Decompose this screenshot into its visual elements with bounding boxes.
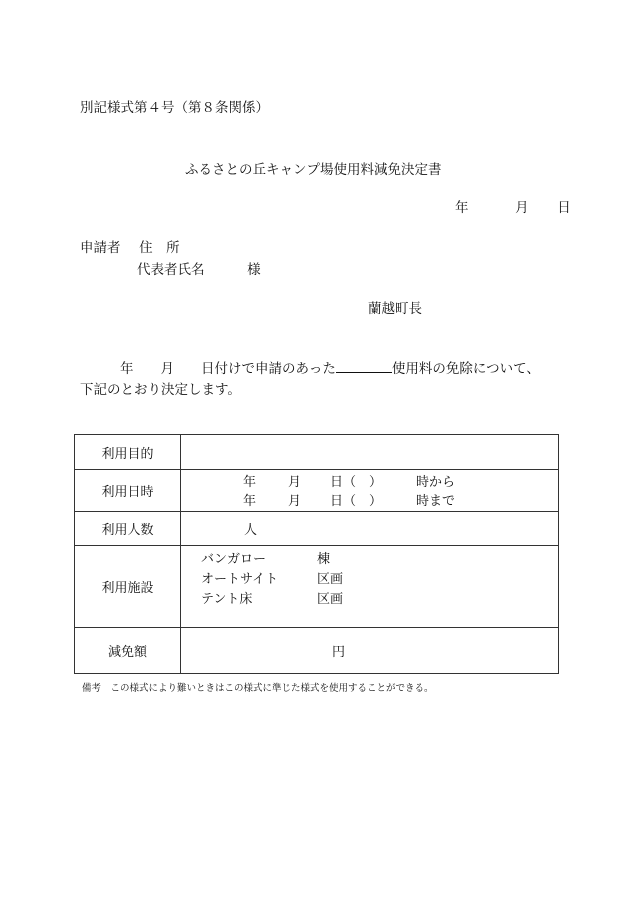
address-label: 住 所 <box>139 240 180 256</box>
facility-name: オートサイト <box>201 572 279 587</box>
from-year: 年 <box>243 475 257 490</box>
facility-unit: 区画 <box>317 572 344 587</box>
facility-unit: 棟 <box>317 552 331 567</box>
people-unit: 人 <box>244 523 258 538</box>
purpose-value <box>181 435 559 470</box>
reduction-label: 減免額 <box>75 628 181 674</box>
datetime-label: 利用日時 <box>75 470 181 512</box>
date-line <box>455 196 571 216</box>
facility-name: テント床 <box>201 592 253 607</box>
to-hour: 時まで <box>416 494 456 509</box>
people-label: 利用人数 <box>75 512 181 546</box>
to-year: 年 <box>243 494 257 509</box>
body-line-1 <box>120 357 540 377</box>
date-year: 年 <box>455 200 469 216</box>
facility-value <box>181 546 559 628</box>
from-day: 日（ ） <box>330 475 383 490</box>
blank-underline <box>336 360 392 373</box>
issuer: 蘭越町長 <box>368 301 422 317</box>
representative-line <box>137 258 261 278</box>
representative-label: 代表者氏名 <box>137 262 205 278</box>
table-row <box>75 435 559 470</box>
footnote: 備考 この様式により難いときはこの様式に準じた様式を使用することができる。 <box>82 683 434 694</box>
reduction-unit: 円 <box>332 645 346 660</box>
to-day: 日（ ） <box>330 494 383 509</box>
applicant-label: 申請者 <box>80 240 121 256</box>
from-month: 月 <box>288 475 302 490</box>
date-month: 月 <box>515 200 529 216</box>
reduction-value <box>181 628 559 674</box>
body-line-2: 下記のとおり決定します。 <box>80 382 241 398</box>
purpose-label: 利用目的 <box>75 435 181 470</box>
table-row <box>75 512 559 546</box>
body-line-1-post: 使用料の免除について、 <box>391 361 540 377</box>
people-value <box>181 512 559 546</box>
table-row <box>75 470 559 512</box>
details-table <box>74 434 559 674</box>
facility-name: バンガロー <box>201 552 267 567</box>
table-row <box>75 546 559 628</box>
applicant-line <box>80 236 180 256</box>
facility-label: 利用施設 <box>75 546 181 628</box>
facility-unit: 区画 <box>317 592 344 607</box>
to-month: 月 <box>288 494 302 509</box>
datetime-value <box>181 470 559 512</box>
document-title: ふるさとの丘キャンプ場使用料減免決定書 <box>185 162 442 178</box>
date-day: 日 <box>557 200 571 216</box>
honorific: 様 <box>247 262 261 278</box>
table-row <box>75 628 559 674</box>
from-hour: 時から <box>416 475 456 490</box>
body-line-1-pre: 年 月 日付けで申請のあった <box>120 361 336 377</box>
form-label: 別記様式第４号（第８条関係） <box>80 100 269 116</box>
